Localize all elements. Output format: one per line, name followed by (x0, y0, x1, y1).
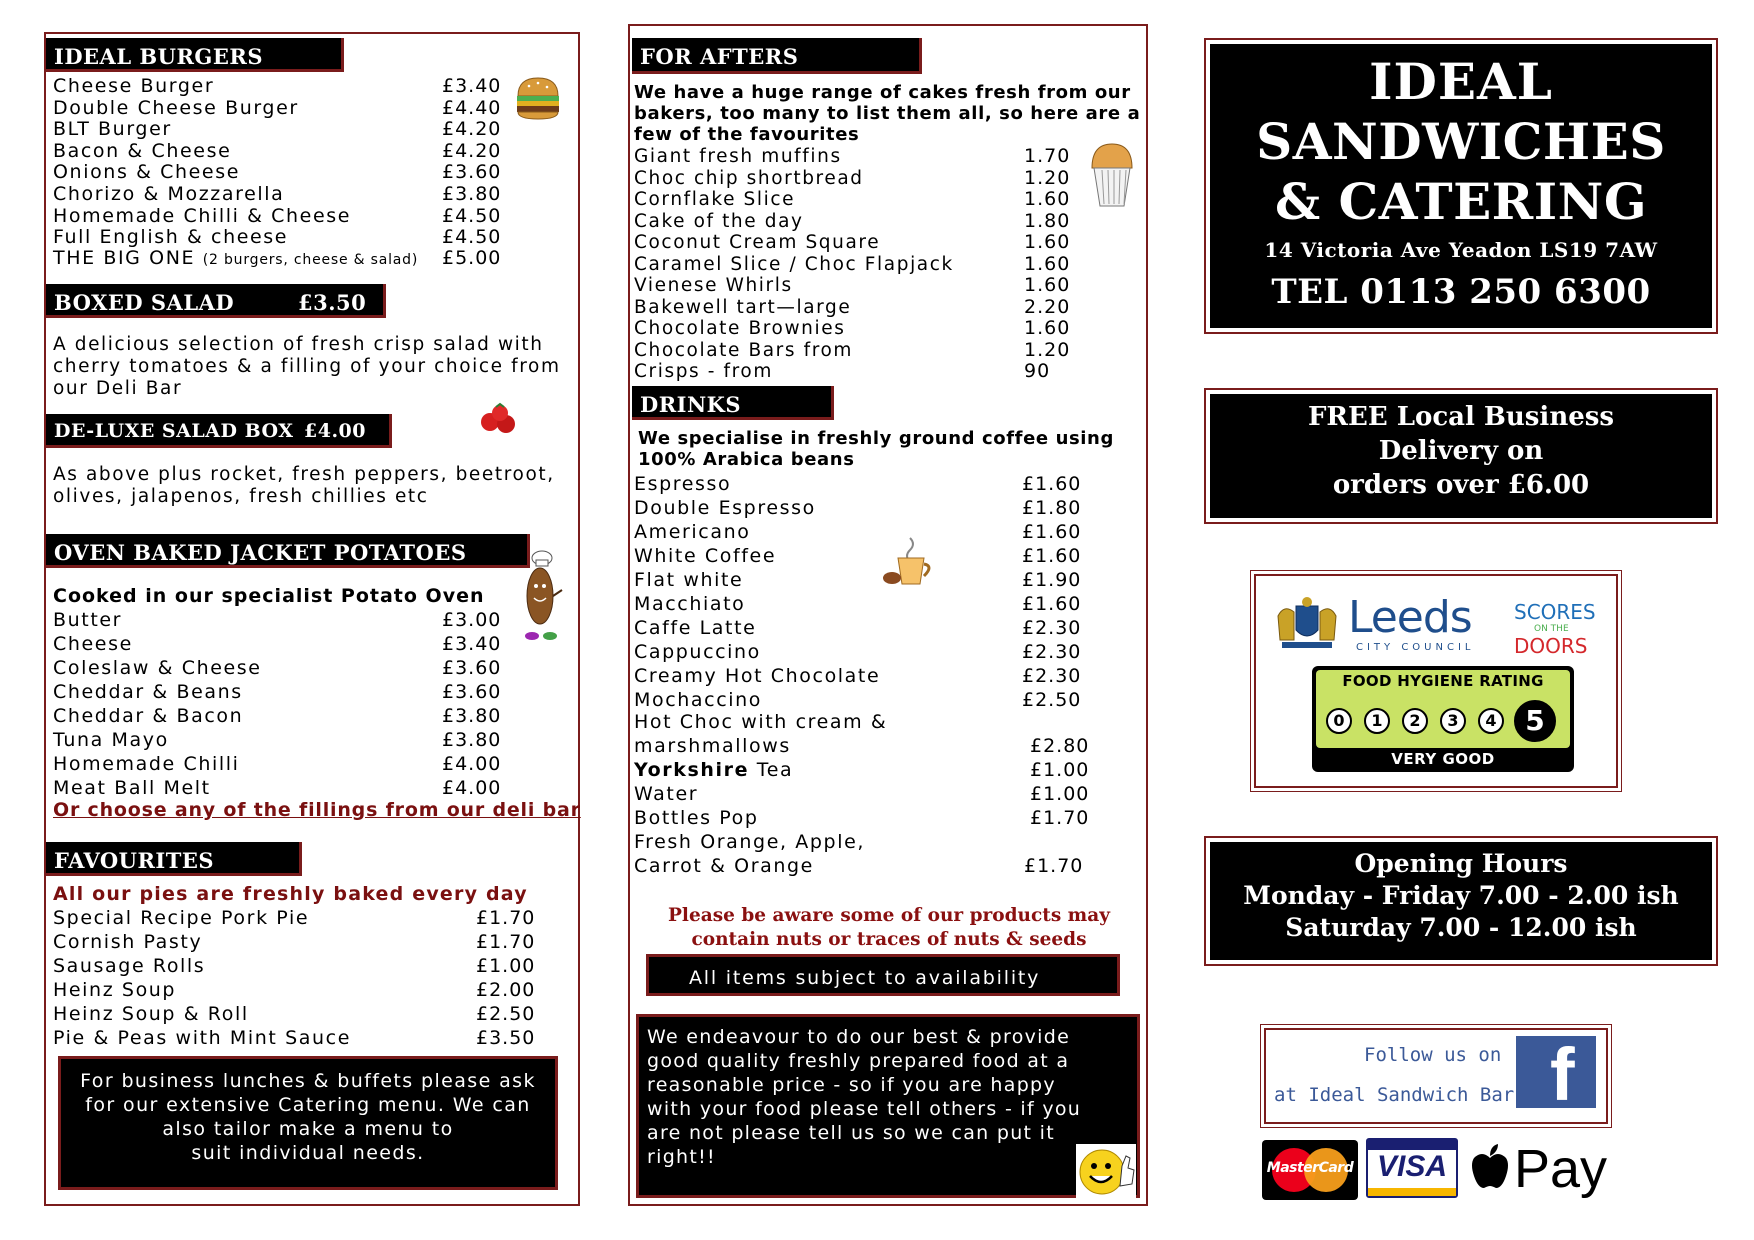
menu-item (634, 666, 880, 687)
hygiene-rating-label: VERY GOOD (1391, 750, 1495, 768)
menu-item (53, 141, 231, 162)
availability-box (646, 954, 1120, 996)
hygiene-scale (1324, 700, 1564, 744)
menu-item (53, 1028, 351, 1049)
menu-item (634, 189, 795, 210)
menu-item (53, 610, 122, 631)
menu-item-name: Special Recipe Pork Pie (53, 907, 310, 929)
facebook-line1: Follow us on (1364, 1044, 1502, 1066)
menu-item (634, 760, 793, 781)
menu-item-price: £2.50 (476, 1003, 536, 1025)
hot-choc-item (634, 712, 887, 757)
potato-chef-icon (520, 546, 568, 646)
menu-item-name: Meat Ball Melt (53, 777, 211, 799)
scores-text: SCORES (1514, 600, 1596, 624)
menu-item-price: £2.30 (1022, 617, 1082, 639)
menu-item-price: £1.60 (1022, 545, 1082, 567)
menu-item-name: Chocolate Brownies (634, 318, 846, 339)
menu-item (53, 932, 202, 953)
hygiene-score: 4 (1478, 708, 1504, 734)
menu-item-price: £1.70 (476, 931, 536, 953)
leeds-logo-subtext: CITY COUNCIL (1356, 642, 1475, 653)
endeavour-line: with your food please tell others - if you (647, 1098, 1082, 1120)
big-one-price: £5.00 (442, 247, 502, 269)
menu-item (634, 522, 750, 543)
menu-item-name: Cake of the day (634, 210, 804, 232)
menu-item (634, 168, 864, 189)
afters-intro-line: bakers, too many to list them all, so here are a (634, 103, 1141, 124)
menu-item-price: £1.80 (1022, 497, 1082, 519)
menu-item-price: £1.70 (476, 907, 536, 929)
menu-item (634, 546, 776, 567)
menu-item-price: 1.80 (1024, 209, 1071, 232)
apple-icon (1470, 1142, 1510, 1192)
nuts-warning-line: contain nuts or traces of nuts & seeds (691, 929, 1087, 950)
hygiene-score: 2 (1402, 708, 1428, 734)
deluxe-salad-header (46, 414, 392, 448)
hygiene-rating-title: FOOD HYGIENE RATING (1342, 672, 1544, 690)
menu-item-price: 1.60 (1024, 252, 1071, 275)
hygiene-score: 0 (1326, 708, 1352, 734)
menu-item-name: BLT Burger (53, 118, 172, 141)
menu-item (634, 690, 762, 711)
endeavour-text (647, 1025, 1137, 1169)
apple-pay-text: Pay (1514, 1139, 1608, 1199)
juice-item (634, 832, 865, 877)
drinks-intro-line: 100% Arabica beans (638, 449, 855, 470)
brand-line1: IDEAL (1369, 52, 1553, 111)
favourites-header: FAVOURITES (46, 842, 302, 876)
menu-item-name: Coleslaw & Cheese (53, 657, 262, 679)
menu-item-price: 1.60 (1024, 317, 1071, 339)
menu-item (634, 232, 880, 253)
menu-item-name: Cheese (53, 633, 133, 655)
business-line: suit individual needs. (191, 1142, 425, 1164)
menu-item-name: Cappuccino (634, 641, 761, 663)
menu-item-price: £1.60 (1022, 593, 1082, 615)
boxed-salad-price: £3.50 (298, 290, 367, 315)
menu-item-price: £3.40 (442, 633, 502, 655)
menu-item-price: £1.70 (1030, 807, 1090, 829)
menu-item-name: Chocolate Bars from (634, 339, 854, 361)
menu-item-name: Heinz Soup & Roll (53, 1003, 249, 1025)
hours-title: Opening Hours (1354, 849, 1568, 878)
menu-item-price: £2.00 (476, 979, 536, 1001)
afters-intro-line: few of the favourites (634, 124, 860, 145)
menu-item (53, 1004, 249, 1025)
menu-item-price: £4.00 (442, 753, 502, 775)
menu-item (634, 618, 756, 639)
leeds-crest-icon (1274, 596, 1340, 650)
nuts-warning-line: Please be aware some of our products may (668, 905, 1110, 926)
endeavour-line: right!! (647, 1146, 716, 1168)
menu-item-price: 1.60 (1024, 274, 1071, 296)
jacket-potatoes-header: OVEN BAKED JACKET POTATOES (46, 534, 530, 568)
menu-item-price: £3.60 (442, 681, 502, 703)
coffee-cup-icon (880, 534, 936, 588)
delivery-line: FREE Local Business (1307, 402, 1615, 432)
menu-item (53, 76, 214, 97)
leeds-logo-text: Leeds (1348, 592, 1472, 643)
burger-icon (514, 76, 562, 120)
menu-item-name: Flat white (634, 569, 744, 591)
menu-item-price: £3.40 (442, 75, 502, 97)
menu-item (53, 119, 172, 140)
menu-item-name: Water (634, 783, 699, 805)
business-line: for our extensive Catering menu. We can (85, 1094, 531, 1116)
endeavour-line: good quality freshly prepared food at a (647, 1050, 1070, 1072)
big-one-item (53, 248, 418, 271)
menu-item (53, 206, 351, 227)
menu-item (634, 594, 745, 615)
jacket-subtitle: Cooked in our specialist Potato Oven (53, 585, 485, 607)
menu-item (53, 162, 240, 183)
availability-text: All items subject to availability (689, 967, 1041, 989)
menu-item-name: Macchiato (634, 593, 746, 615)
menu-item-price: £4.50 (442, 226, 502, 249)
menu-item-name: Double Cheese Burger (53, 96, 299, 119)
hours-weekday: Monday - Friday 7.00 - 2.00 ish (1243, 881, 1679, 910)
menu-item-name: Chorizo & Mozzarella (53, 183, 285, 205)
menu-item (634, 275, 793, 296)
hygiene-rating-badge (1312, 666, 1574, 772)
muffin-icon (1086, 140, 1138, 210)
menu-item (53, 980, 176, 1001)
menu-item-name: Giant fresh muffins (634, 146, 842, 167)
menu-item (53, 184, 284, 205)
burgers-header: IDEAL BURGERS (46, 38, 344, 72)
afters-intro (634, 82, 1140, 145)
menu-item-name: Espresso (634, 473, 732, 495)
menu-item (53, 682, 243, 703)
menu-item-name: Cheddar & Beans (53, 681, 243, 703)
menu-item-name: Bacon & Cheese (53, 139, 232, 162)
endeavour-line: are not please tell us so we can put it (647, 1122, 1055, 1144)
menu-item (53, 956, 205, 977)
hours-saturday: Saturday 7.00 - 12.00 ish (1285, 913, 1637, 942)
menu-item-price: 2.20 (1024, 295, 1071, 318)
mastercard-text: MasterCard (1266, 1160, 1354, 1176)
menu-item-price: £3.80 (442, 705, 502, 727)
menu-item (634, 297, 851, 318)
menu-item-name: Cheese Burger (53, 75, 215, 97)
drinks-intro-line: We specialise in freshly ground coffee using (638, 428, 1114, 449)
menu-item-name: Double Espresso (634, 497, 816, 519)
menu-item-price: £1.00 (1030, 759, 1090, 781)
deluxe-salad-desc: As above plus rocket, fresh peppers, beetroot, olives, jalapenos, fresh chillies etc (53, 464, 555, 507)
endeavour-line: reasonable price - so if you are happy (647, 1074, 1056, 1096)
hygiene-score-selected: 5 (1514, 700, 1556, 742)
menu-item-name: Homemade Chilli & Cheese (53, 204, 352, 227)
menu-item-price: £1.60 (1022, 521, 1082, 543)
facebook-line2: at Ideal Sandwich Bar (1274, 1084, 1515, 1106)
hygiene-rating-card (1254, 574, 1618, 788)
menu-item (53, 658, 262, 679)
business-line: also tailor make a menu to (162, 1118, 454, 1140)
menu-item-price: £3.80 (442, 729, 502, 751)
menu-item-price: £2.50 (1022, 689, 1082, 711)
menu-item (634, 254, 954, 275)
boxed-salad-title: BOXED SALAD (54, 290, 235, 315)
menu-item-price: £1.60 (1022, 473, 1082, 495)
menu-item-price: £3.50 (476, 1027, 536, 1049)
facebook-box[interactable] (1264, 1028, 1608, 1124)
menu-item-name: Crisps - from (634, 361, 773, 382)
menu-item-name: Choc chip shortbread (634, 167, 864, 189)
menu-item (53, 730, 169, 751)
menu-item-name: Full English & cheese (53, 226, 289, 249)
brand-line2: SANDWICHES (1256, 112, 1666, 171)
menu-item-price: £3.80 (442, 183, 502, 205)
menu-item-name: Americano (634, 521, 751, 543)
menu-item-name: Creamy Hot Chocolate (634, 665, 881, 687)
on-the-text: ON THE (1534, 624, 1569, 634)
menu-item-name: Vienese Whirls (634, 275, 793, 296)
menu-item (53, 634, 133, 655)
menu-item-name: Onions & Cheese (53, 161, 241, 184)
juice-price: £1.70 (1024, 855, 1084, 877)
menu-item (53, 98, 299, 119)
facebook-icon: f (1516, 1036, 1596, 1108)
menu-item (634, 340, 853, 361)
menu-item-price: £1.00 (476, 955, 536, 977)
doors-text: DOORS (1514, 634, 1588, 658)
menu-item-price: £4.20 (442, 118, 502, 141)
menu-item (634, 570, 743, 591)
delivery-line: Delivery on (1378, 436, 1544, 466)
menu-item (634, 146, 842, 167)
menu-item-price: 1.60 (1024, 231, 1071, 253)
smiley-thumbs-up-icon (1076, 1144, 1136, 1198)
boxed-salad-desc: A delicious selection of fresh crisp salad with cherry tomatoes & a filling of your choice from our Deli Bar (53, 334, 561, 399)
deluxe-salad-title: DE-LUXE SALAD BOX (54, 420, 294, 442)
juice-line2: Carrot & Orange (634, 855, 814, 877)
menu-item-name: Cornflake Slice (634, 189, 796, 210)
menu-item (634, 361, 773, 382)
visa-logo (1366, 1138, 1458, 1198)
big-one-note: (2 burgers, cheese & salad) (202, 252, 419, 268)
juice-line1: Fresh Orange, Apple, (634, 831, 866, 853)
menu-item-price: £2.30 (1022, 641, 1082, 663)
menu-item-name: White Coffee (634, 545, 777, 567)
menu-item-name: Cornish Pasty (53, 931, 203, 953)
brand-line3: & CATERING (1274, 172, 1648, 231)
menu-item-price: 1.60 (1024, 188, 1071, 210)
menu-item-price: £3.60 (442, 161, 502, 184)
menu-item-price: £1.00 (1030, 783, 1090, 805)
menu-item (634, 211, 804, 232)
afters-intro-line: We have a huge range of cakes fresh from our (634, 82, 1131, 103)
business-text (61, 1069, 555, 1165)
menu-item (53, 908, 309, 929)
menu-item-price: £4.50 (442, 204, 502, 227)
menu-item-name-bold: Yorkshire (634, 759, 750, 781)
menu-item-name: Sausage Rolls (53, 955, 206, 977)
drinks-intro (638, 428, 1114, 470)
hot-choc-line1: Hot Choc with cream & (634, 711, 888, 733)
deluxe-salad-price: £4.00 (304, 420, 366, 442)
menu-item-name: Homemade Chilli (53, 753, 240, 775)
menu-item-name: Caffe Latte (634, 617, 757, 639)
business-box (58, 1056, 558, 1190)
menu-item-name: Heinz Soup (53, 979, 177, 1001)
hygiene-score: 1 (1364, 708, 1390, 734)
menu-item-name: Tuna Mayo (53, 729, 169, 751)
menu-item-name: Caramel Slice / Choc Flapjack (634, 253, 954, 275)
menu-item (634, 474, 731, 495)
menu-item-name: Bakewell tart—large (634, 296, 852, 318)
menu-item-price: £2.30 (1022, 665, 1082, 687)
menu-item-name: Mochaccino (634, 689, 762, 711)
endeavour-line: We endeavour to do our best & provide (647, 1026, 1071, 1048)
menu-item-name: Cheddar & Bacon (53, 705, 244, 727)
menu-item-price: 1.70 (1024, 145, 1071, 167)
endeavour-box (636, 1014, 1140, 1198)
afters-header: FOR AFTERS (632, 38, 922, 74)
brand-box (1210, 44, 1712, 328)
tomatoes-icon (478, 402, 522, 436)
menu-item-price: 90 (1024, 360, 1051, 382)
nuts-warning (634, 904, 1144, 952)
menu-item (53, 754, 239, 775)
menu-item (53, 778, 211, 799)
menu-item-name: Butter (53, 609, 123, 631)
menu-item-price: 1.20 (1024, 166, 1071, 189)
menu-item-price: £3.60 (442, 657, 502, 679)
menu-item-price: £3.00 (442, 609, 502, 631)
menu-item-price: £4.20 (442, 139, 502, 162)
drinks-header: DRINKS (632, 386, 834, 420)
menu-item-name: Coconut Cream Square (634, 232, 881, 253)
brand-tel: TEL 0113 250 6300 (1271, 272, 1651, 312)
menu-item-name: Tea (749, 759, 794, 781)
menu-item-price: £4.40 (442, 96, 502, 119)
visa-text: VISA (1376, 1150, 1448, 1183)
big-one-name: THE BIG ONE (53, 247, 196, 269)
menu-item (634, 784, 698, 805)
hot-choc-line2: marshmallows (634, 735, 791, 757)
menu-item (53, 706, 243, 727)
favourites-subtitle: All our pies are freshly baked every day (53, 883, 528, 905)
business-line: For business lunches & buffets please ask (80, 1070, 536, 1092)
opening-hours-box (1210, 842, 1712, 960)
hygiene-score: 3 (1440, 708, 1466, 734)
delivery-text (1210, 400, 1712, 502)
menu-item (634, 498, 816, 519)
menu-item-name: Pie & Peas with Mint Sauce (53, 1027, 351, 1049)
menu-item-name: Bottles Pop (634, 807, 759, 829)
delivery-box (1210, 394, 1712, 518)
menu-item-price: 1.20 (1024, 338, 1071, 361)
menu-item-price: £4.00 (442, 777, 502, 799)
boxed-salad-header (46, 284, 386, 318)
delivery-line: orders over £6.00 (1332, 470, 1590, 500)
menu-item (634, 808, 759, 829)
apple-pay-logo (1468, 1134, 1616, 1206)
menu-item (634, 318, 845, 339)
menu-item (634, 642, 761, 663)
menu-item-price: £1.90 (1022, 569, 1082, 591)
hot-choc-price: £2.80 (1030, 735, 1090, 757)
hygiene-rating-panel (1316, 670, 1570, 748)
menu-item (53, 227, 288, 248)
mastercard-logo (1262, 1140, 1358, 1200)
brand-address: 14 Victoria Ave Yeadon LS19 7AW (1264, 238, 1658, 262)
jacket-footer: Or choose any of the fillings from our deli bar (53, 799, 581, 821)
